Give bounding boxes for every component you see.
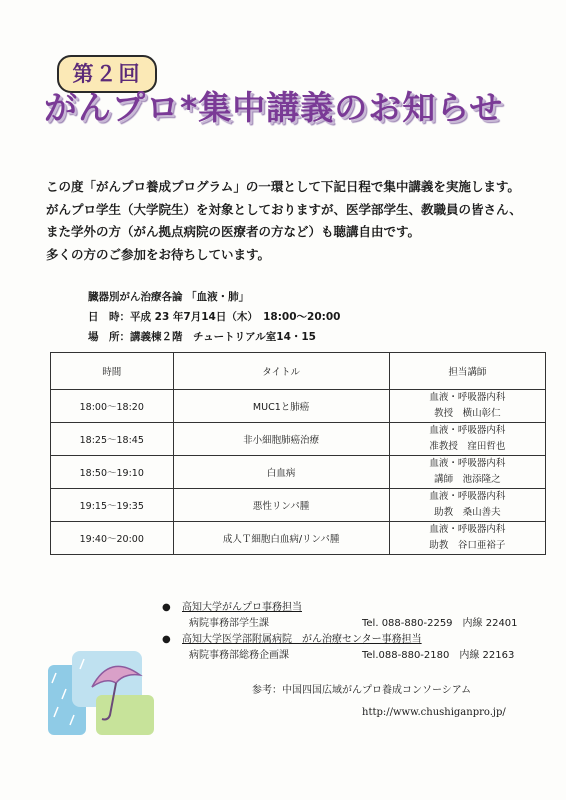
table-row [51,423,546,456]
contact-dept-row [162,648,542,664]
lecturer-name: 講師 池添隆之 [434,474,501,485]
lecturer-dept: 血液・呼吸器内科 [429,392,506,403]
intro-line: また学外の方（がん拠点病院の医療者の方など）も聴講自由です。 [46,224,421,239]
footer-reference: 参考：中国四国広域がんプロ養成コンソーシアム [252,685,472,696]
title-cell: 成人Ｔ細胞白血病/リンパ腫 [173,522,389,555]
issue-badge: 第２回 [57,55,157,93]
contact-org-row [162,632,542,648]
contact-org: 高知大学がんプロ事務担当 [182,602,302,613]
lecturer-dept: 血液・呼吸器内科 [429,458,506,469]
bullet-icon: ● [162,602,171,613]
bullet-icon: ● [162,634,171,645]
lecturer-cell [389,423,545,456]
contact-dept: 病院事務部総務企画課 [189,650,289,661]
table-row [51,489,546,522]
umbrella-illustration [44,645,162,740]
intro-line: がんプロ学生（大学院生）を対象としておりますが、医学部学生、教職員の皆さん、 [46,201,522,217]
header-title: タイトル [173,353,389,390]
page-title: がんプロ*集中講義のお知らせ [44,88,504,127]
lecturer-cell [389,456,545,489]
contact-org-row [162,600,542,616]
time-cell: 19:40～20:00 [51,522,174,555]
lecturer-name: 准教授 窪田哲也 [429,441,506,452]
lecturer-name: 教授 横山彰仁 [434,408,501,419]
header-time: 時間 [51,353,174,390]
time-cell: 18:00～18:20 [51,390,174,423]
contact-org: 高知大学医学部附属病院 がん治療センター事務担当 [182,634,422,645]
lecturer-dept: 血液・呼吸器内科 [429,491,506,502]
grass-panel [96,695,154,735]
lecturer-cell [389,522,545,555]
time-cell: 18:50～19:10 [51,456,174,489]
footer [252,680,552,724]
intro-text [46,176,536,266]
title-cell: MUC1と肺癌 [173,390,389,423]
intro-line: 多くの方のご参加をお待ちしています。 [46,246,271,262]
title-cell: 非小細胞肺癌治療 [173,423,389,456]
lecturer-cell [389,390,545,423]
time-cell: 19:15～19:35 [51,489,174,522]
title-cell: 悪性リンパ腫 [173,489,389,522]
title-cell: 白血病 [173,456,389,489]
contact-dept-row [162,616,542,632]
schedule-table [50,352,546,555]
time-cell: 18:25～18:45 [51,423,174,456]
table-header-row [51,353,546,390]
header-lecturer: 担当講師 [389,353,545,390]
footer-url[interactable]: http://www.chushiganpro.jp/ [362,707,506,718]
lecture-place: 場 所：講義棟２階 チュートリアル室14・15 [88,331,316,343]
lecture-info [88,287,340,347]
lecturer-name: 助教 桑山善夫 [434,507,501,518]
contact-section [162,600,542,664]
lecturer-dept: 血液・呼吸器内科 [429,524,506,535]
lecture-name: 臓器別がん治療各論 「血液・肺」 [88,291,250,303]
table-row [51,390,546,423]
lecturer-cell [389,489,545,522]
lecture-date: 日 時：平成 23 年7月14日（木） 18:00～20:00 [88,311,341,323]
table-row [51,456,546,489]
contact-tel: Tel.088-880-2180 内線 22163 [362,650,515,661]
intro-line: この度「がんプロ養成プログラム」の一環として下記日程で集中講義を実施します。 [46,179,520,194]
table-row [51,522,546,555]
lecturer-dept: 血液・呼吸器内科 [429,425,506,436]
lecturer-name: 助教 谷口亜裕子 [429,540,506,551]
contact-dept: 病院事務部学生課 [189,618,269,629]
contact-tel: Tel. 088-880-2259 内線 22401 [362,618,518,629]
